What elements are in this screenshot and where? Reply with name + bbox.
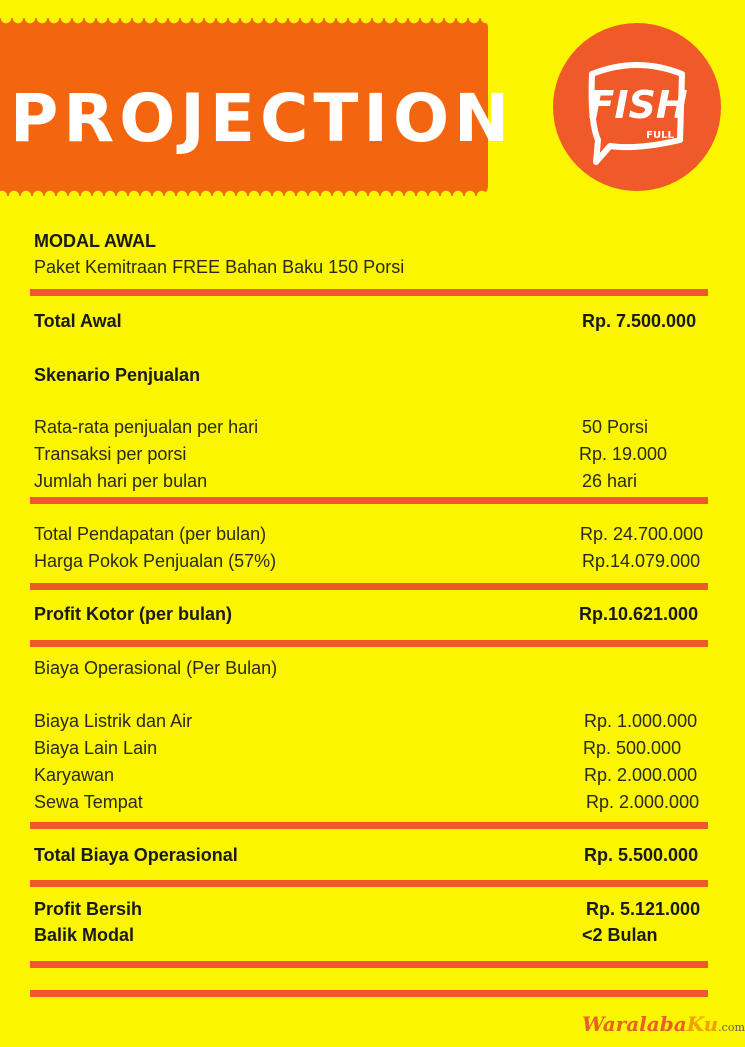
list-item: Rata-rata penjualan per hari 50 Porsi	[34, 417, 649, 437]
divider	[30, 880, 708, 887]
modal-awal-heading: MODAL AWAL	[34, 231, 156, 251]
total-operasional-value: Rp. 5.500.000	[584, 845, 699, 865]
list-item: Karyawan Rp. 2.000.000	[34, 765, 698, 785]
profit-kotor-value: Rp.10.621.000	[579, 604, 699, 624]
list-item: Transaksi per porsi Rp. 19.000	[34, 444, 668, 464]
total-operasional-label: Total Biaya Operasional	[34, 845, 238, 865]
total-operasional-row	[34, 842, 708, 868]
list-item: Sewa Tempat Rp. 2.000.000	[34, 792, 700, 812]
profit-kotor-label: Profit Kotor (per bulan)	[34, 604, 232, 624]
balik-modal-row	[34, 922, 708, 948]
divider	[30, 961, 708, 968]
balik-modal-label: Balik Modal	[34, 925, 135, 945]
total-awal-label: Total Awal	[34, 311, 122, 331]
divider	[30, 583, 708, 590]
divider	[30, 822, 708, 829]
list-item: Biaya Lain Lain Rp. 500.000	[34, 738, 682, 758]
package-description: Paket Kemitraan FREE Bahan Baku 150 Porsi	[34, 257, 405, 277]
list-item: Biaya Listrik dan Air Rp. 1.000.000	[34, 711, 698, 731]
profit-bersih-value: Rp. 5.121.000	[586, 899, 701, 919]
profit-bersih-label: Profit Bersih	[34, 899, 143, 919]
total-awal-row	[34, 308, 708, 334]
page-title: PROJECTION	[10, 80, 515, 157]
operasional-heading: Biaya Operasional (Per Bulan)	[34, 658, 278, 678]
divider	[30, 990, 708, 997]
logo-text: FISH	[588, 83, 688, 127]
logo-subtext: FULL	[646, 130, 674, 141]
profit-kotor-row	[34, 601, 708, 627]
skenario-heading: Skenario Penjualan	[34, 365, 201, 385]
list-item: Harga Pokok Penjualan (57%) Rp.14.079.000	[34, 551, 701, 571]
total-awal-value: Rp. 7.500.000	[582, 311, 697, 331]
list-item: Total Pendapatan (per bulan) Rp. 24.700.000	[34, 524, 704, 544]
divider	[30, 289, 708, 296]
profit-bersih-row	[34, 896, 708, 922]
divider	[30, 640, 708, 647]
balik-modal-value: <2 Bulan	[582, 925, 658, 945]
divider	[30, 497, 708, 504]
watermark: WaralabaKu.com	[582, 1012, 745, 1036]
list-item: Jumlah hari per bulan 26 hari	[34, 471, 638, 491]
